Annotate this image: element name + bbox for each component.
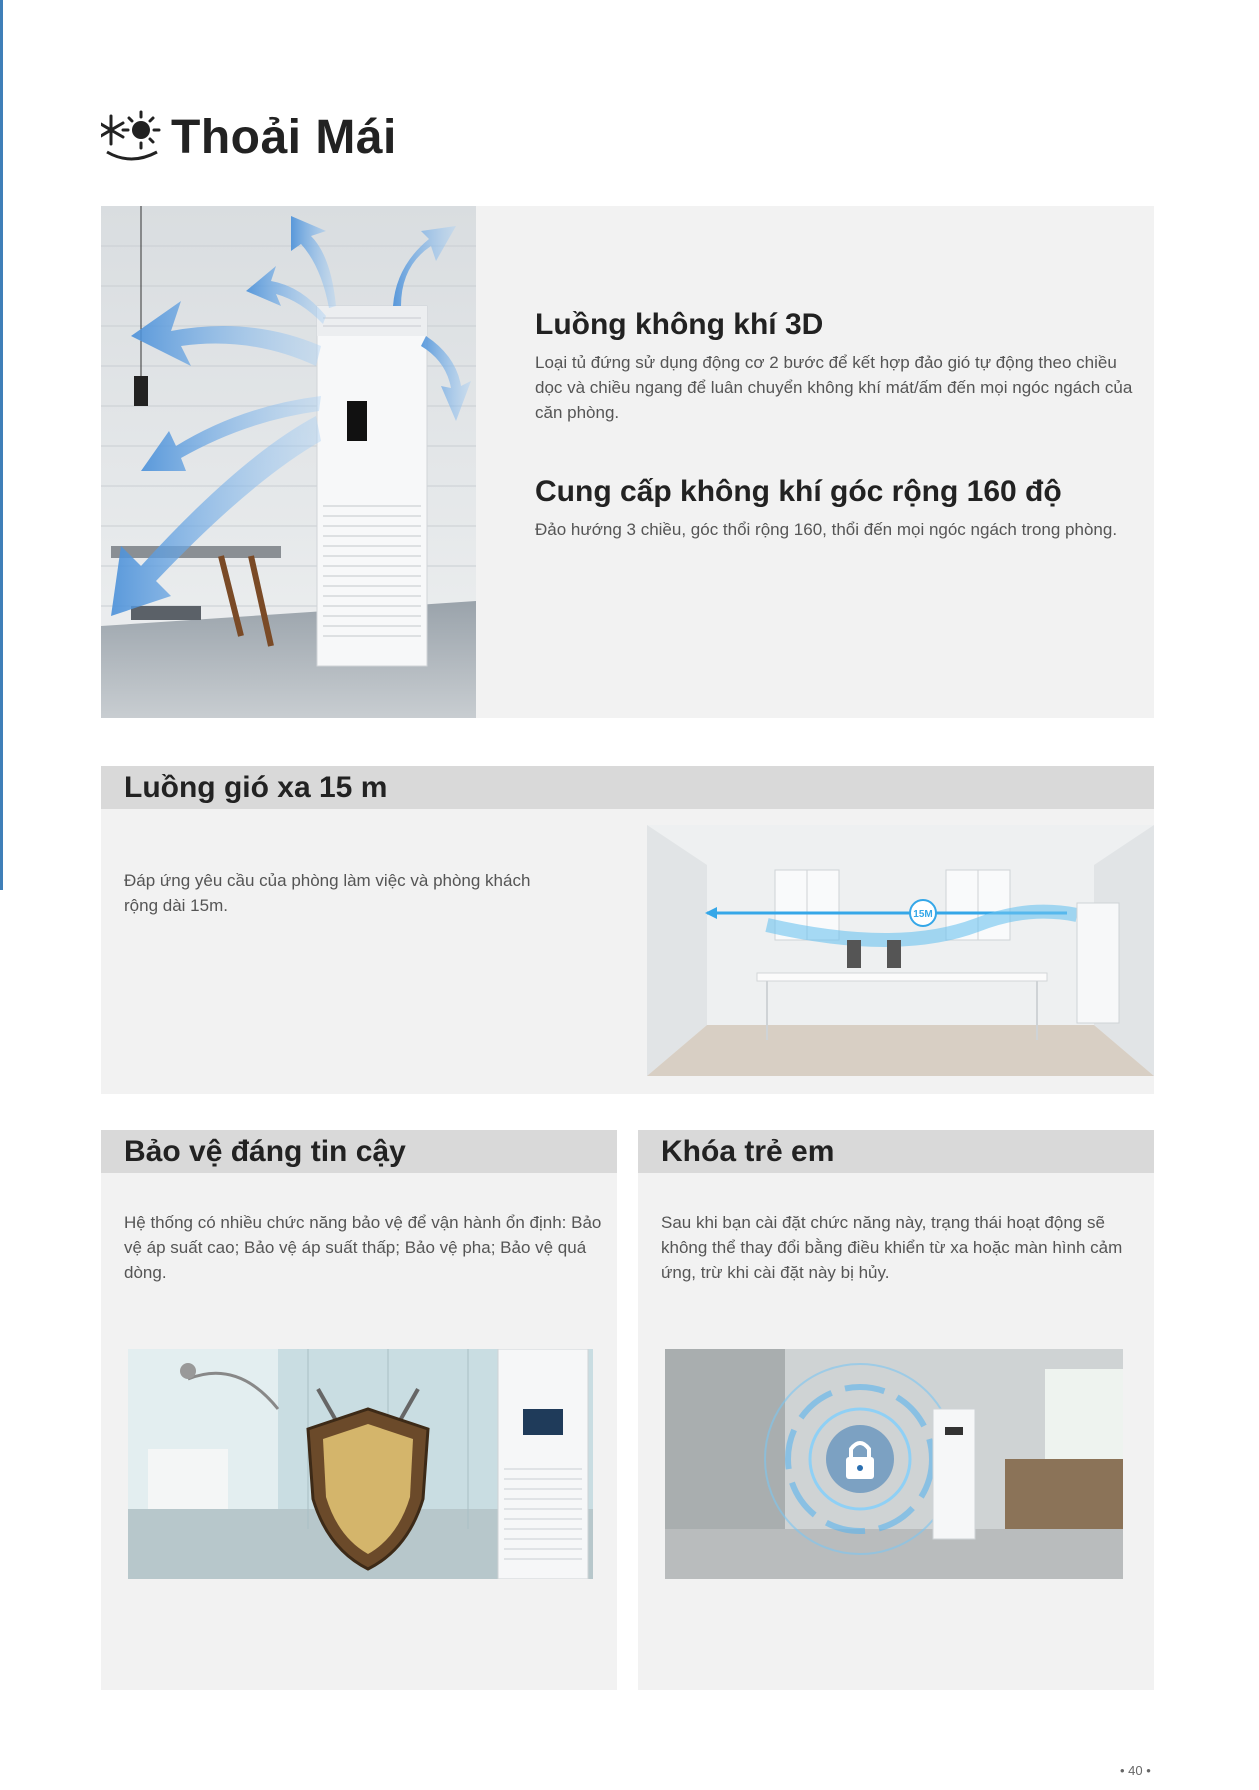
section-header xyxy=(638,1130,1154,1173)
side-accent-bar xyxy=(0,0,3,890)
distance-badge: 15M xyxy=(913,909,933,920)
child-lock-photo xyxy=(665,1349,1123,1579)
feature-wide-angle xyxy=(535,475,1135,542)
section-title: Khóa trẻ em xyxy=(661,1134,835,1168)
section-title: Luồng gió xa 15 m xyxy=(124,770,388,804)
feature-title: Luồng không khí 3D xyxy=(535,308,824,341)
section-header xyxy=(101,766,1154,809)
page-number: • 40 • xyxy=(1120,1763,1151,1778)
hero-panel xyxy=(101,206,1154,718)
feature-description: Loại tủ đứng sử dụng động cơ 2 bước để kết hợp đảo gió tự động theo chiều dọc và chiều ngang để luân chuyển không khí mát/ấm đến mọi ngóc ngách của căn phòng. xyxy=(535,353,1133,422)
protection-card xyxy=(101,1130,617,1690)
long-airflow-section xyxy=(101,766,1154,1094)
section-description: Sau khi bạn cài đặt chức năng này, trạng thái hoạt động sẽ không thể thay đổi bằng điều khiển từ xa hoặc màn hình cảm ứng, trừ khi cài đặt này bị hủy. xyxy=(661,1213,1123,1282)
page-title: Thoải Mái xyxy=(171,110,397,164)
protection-shield-photo xyxy=(128,1349,593,1579)
section-header xyxy=(101,1130,617,1173)
feature-title: Cung cấp không khí góc rộng 160 độ xyxy=(535,475,1062,508)
child-lock-card xyxy=(638,1130,1154,1690)
office-airflow-photo xyxy=(647,825,1154,1076)
air-conditioner-airflow-photo xyxy=(101,206,476,718)
snow-sun-icon xyxy=(101,108,163,166)
section-description: Hệ thống có nhiều chức năng bảo vệ để vận hành ổn định: Bảo vệ áp suất cao; Bảo vệ áp suất thấp; Bảo vệ pha; Bảo vệ quá dòng. xyxy=(124,1213,602,1282)
section-title: Bảo vệ đáng tin cậy xyxy=(124,1134,406,1168)
section-description: Đáp ứng yêu cầu của phòng làm việc và phòng khách rộng dài 15m. xyxy=(124,871,531,915)
feature-description: Đảo hướng 3 chiều, góc thổi rộng 160, thổi đến mọi ngóc ngách trong phòng. xyxy=(535,520,1118,539)
feature-3d-airflow xyxy=(535,308,1135,425)
hero-features xyxy=(535,308,1135,542)
page-header xyxy=(101,108,397,166)
